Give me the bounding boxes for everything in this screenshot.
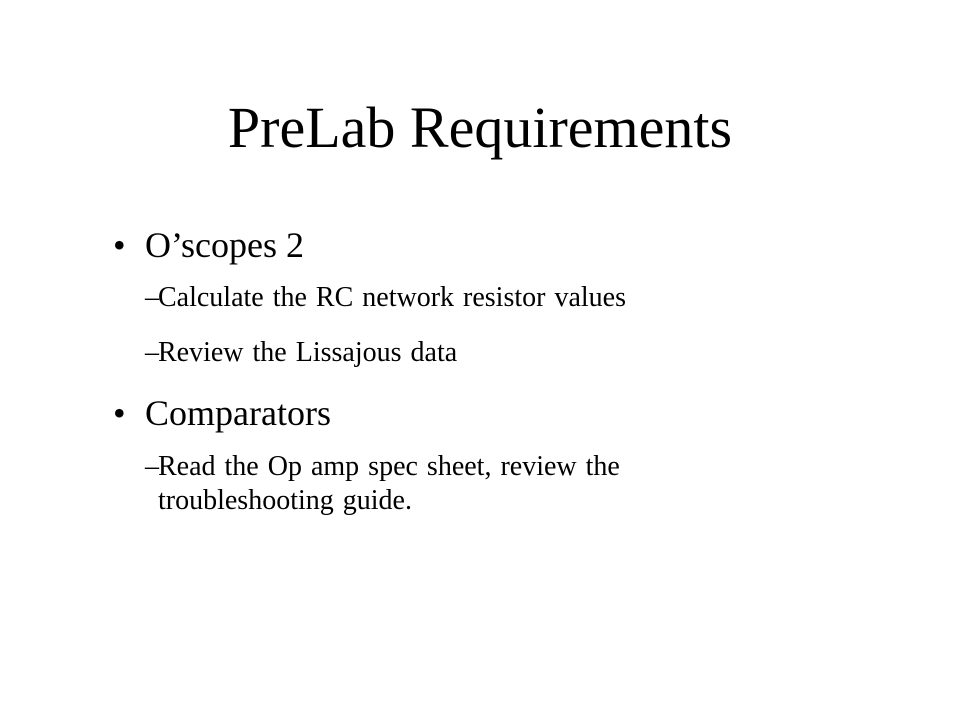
sub-item-text: Calculate the RC network resistor values xyxy=(158,282,626,313)
bullet-marker: • xyxy=(113,225,126,265)
sub-item-text: Read the Op amp spec sheet, review the troubleshooting guide. xyxy=(158,451,620,516)
sub-item-text: Review the Lissajous data xyxy=(158,337,458,368)
bullet-label: Comparators xyxy=(145,393,331,433)
sub-item-marker: – xyxy=(145,337,159,368)
sub-item-marker: – xyxy=(145,282,159,313)
bullet-marker: • xyxy=(113,393,126,433)
bullet-label: O’scopes 2 xyxy=(145,225,304,265)
slide-title: PreLab Requirements xyxy=(227,95,733,160)
sub-item-marker: – xyxy=(145,451,159,482)
